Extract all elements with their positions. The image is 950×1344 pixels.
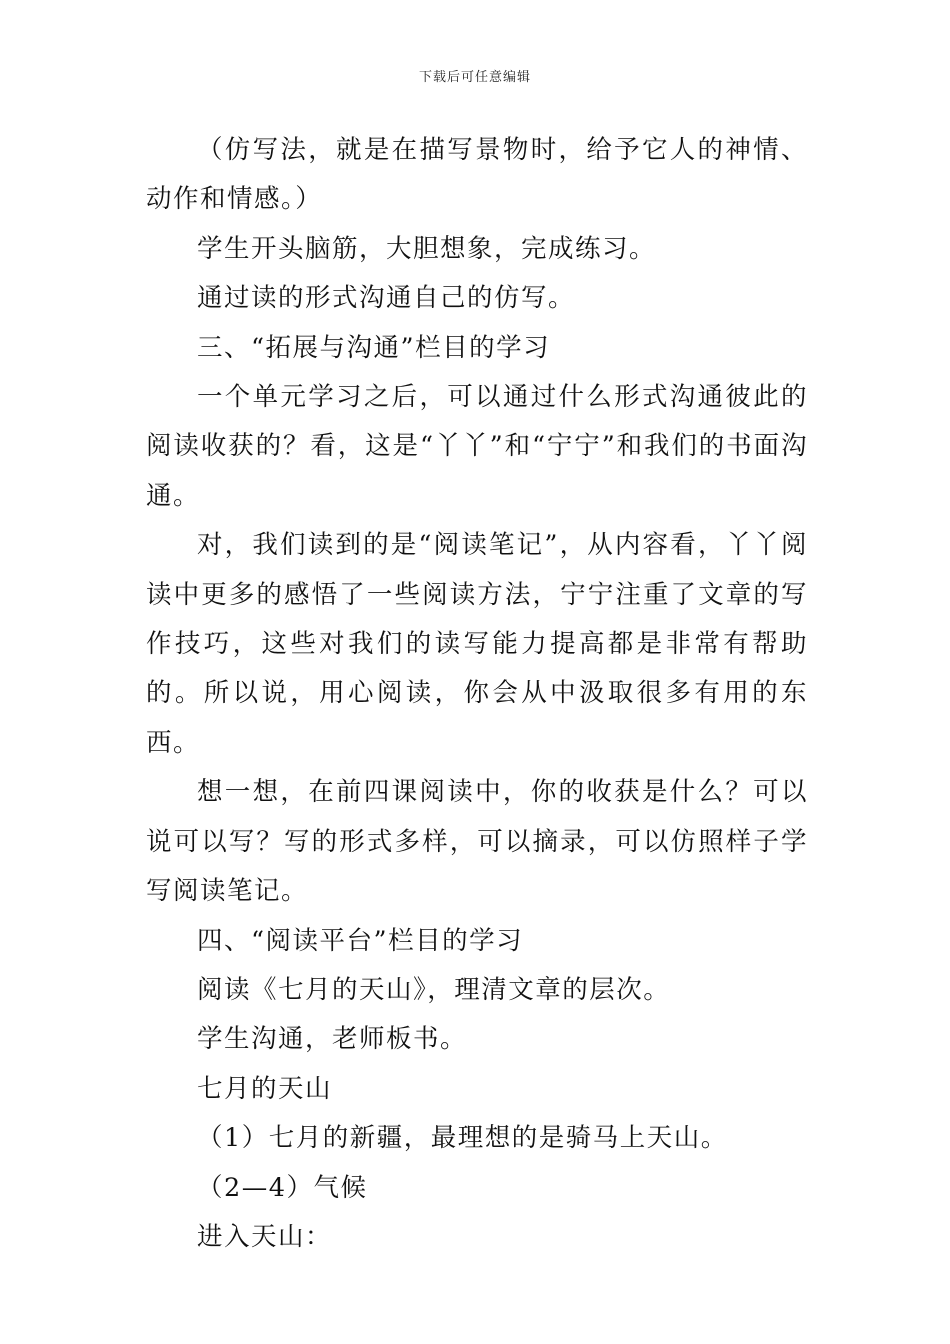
outline-item-3: 进入天山： [197,1221,333,1252]
paragraph-10: 学生沟通，老师板书。 [197,1024,468,1055]
paragraph-5: 一个单元学习之后，可以通过什么形式沟通彼此的阅读收获的？看，这是“丫丫”和“宁宁”和我们的书面沟通。 [146,382,808,511]
paragraph-9: 阅读《七月的天山》，理清文章的层次。 [197,974,671,1005]
paragraph-2: 学生开头脑筋，大胆想象，完成练习。 [197,233,657,264]
paragraph-1: （仿写法，就是在描写景物时，给予它人的神情、动作和情感。） [146,135,808,215]
paragraph-7: 想一想，在前四课阅读中，你的收获是什么？可以说可以写？写的形式多样，可以摘录，可以仿照样子学写阅读笔记。 [146,777,808,907]
outline-item-2: （2—4）气候 [197,1172,368,1203]
paragraph-6: 对，我们读到的是“阅读笔记”，从内容看，丫丫阅读中更多的感悟了一些阅读方法，宁宁注重了文章的写作技巧，这些对我们的读写能力提高都是非常有帮助的。所以说，用心阅读，你会从中汲取很多有用的东西。 [146,530,808,758]
board-title: 七月的天山 [197,1073,333,1104]
paragraph-3: 通过读的形式沟通自己的仿写。 [197,283,576,314]
document-body [146,126,808,1262]
section-heading-3: 三、“拓展与沟通”栏目的学习 [197,332,551,363]
outline-item-1: （1）七月的新疆，最理想的是骑马上天山。 [197,1123,728,1154]
page-header: 下载后可任意编辑 [418,70,531,85]
section-heading-4: 四、“阅读平台”栏目的学习 [197,925,524,956]
